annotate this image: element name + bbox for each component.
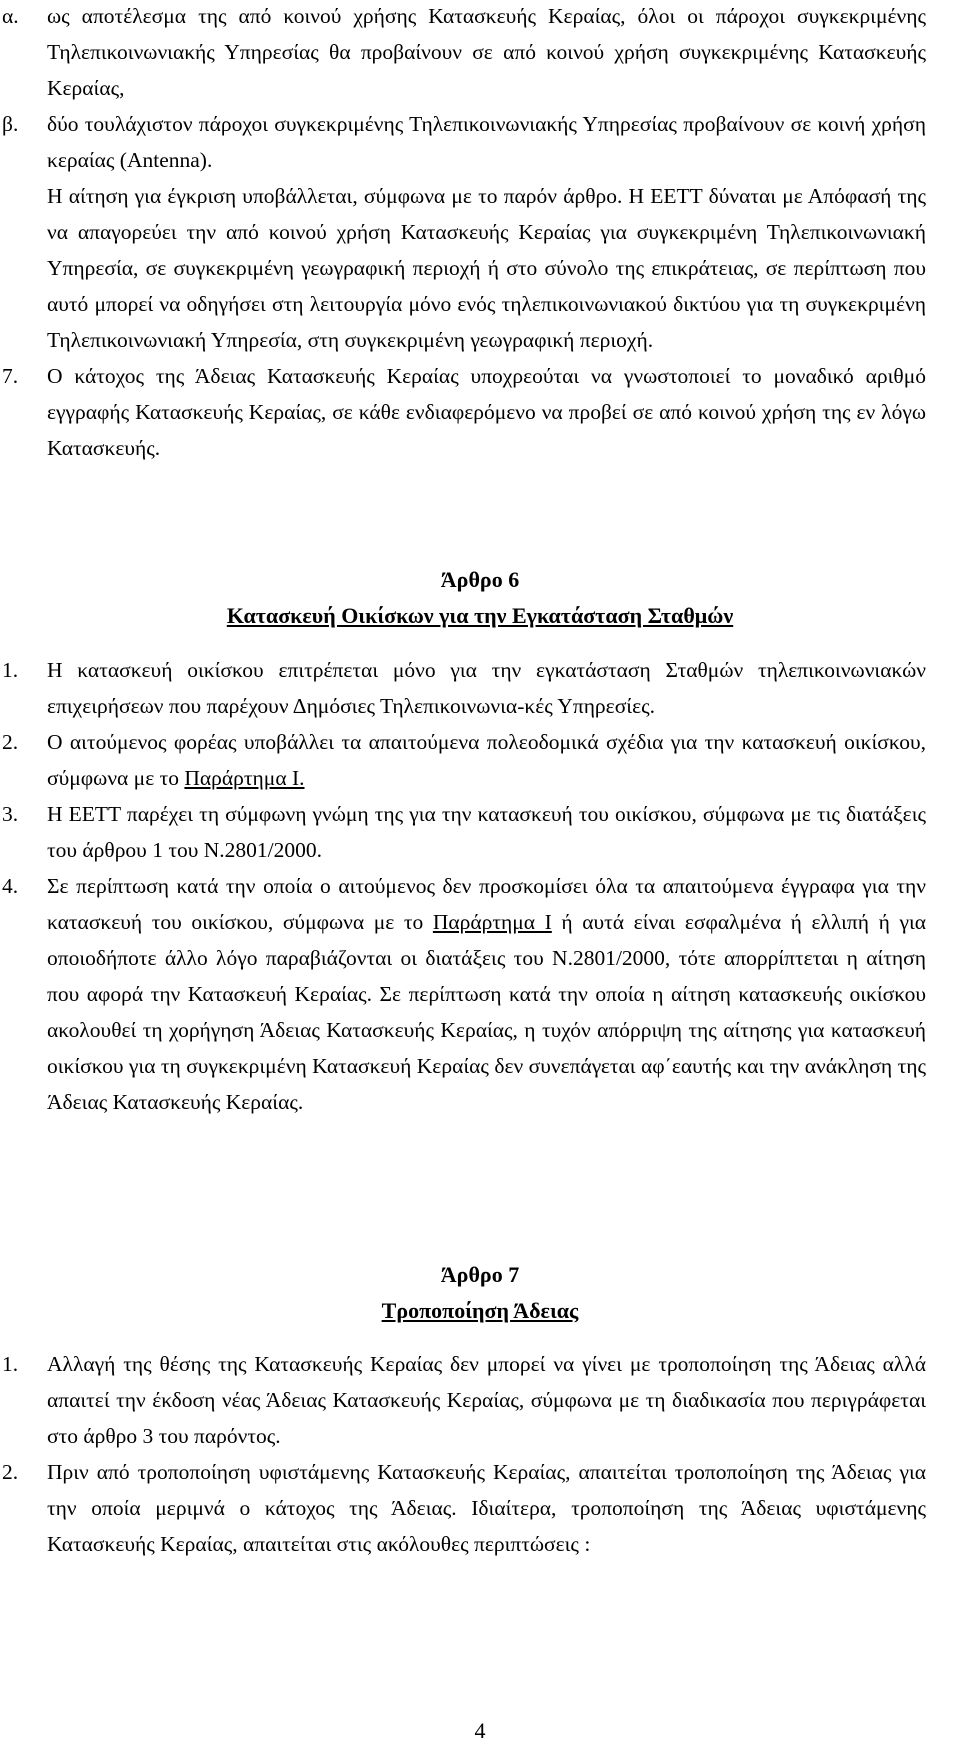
list-marker: 1. — [2, 658, 19, 682]
page-number: 4 — [474, 1718, 486, 1743]
list-item — [2, 652, 926, 724]
top-block — [2, 0, 926, 466]
list-marker: 3. — [2, 802, 19, 826]
list-item-text: ως αποτέλεσμα της από κοινού χρήσης Κατασκευής Κεραίας, όλοι οι πάροχοι συγκεκριμένης Τηλεπικοινωνιακής Υπηρεσίας θα προβαίνουν σε από κοινού χρήση συγκεκριμένης Κατασκευής Κεραίας, — [47, 4, 926, 100]
list-item — [2, 724, 926, 796]
list-item-text: Η κατασκευή οικίσκου επιτρέπεται μόνο για την εγκατάσταση Σταθμών τηλεπικοινωνιακών επιχειρήσεων που παρέχουν Δημόσιες Τηλεπικοινωνια-κές Υπηρεσίες. — [47, 658, 926, 718]
list-marker: 4. — [2, 874, 19, 898]
list-item-beta — [2, 106, 926, 178]
list-marker: 1. — [2, 1352, 19, 1376]
list-marker: 2. — [2, 1460, 19, 1484]
article-7-heading — [0, 1257, 960, 1329]
list-item-text-after: ή αυτά είναι εσφαλμένα ή ελλιπή ή για οποιοδήποτε άλλο λόγο παραβιάζονται οι διατάξεις του Ν.2801/2000, τότε απορρίπτεται η αίτηση που αφορά την Κατασκευή Κεραίας. Σε περίπτωση κατά την οποία η αίτηση κατασκευής οικίσκου ακολουθεί τη χορήγηση Άδειας Κατασκευής Κεραίας, η τυχόν απόρριψη της αίτησης για κατασκευή οικίσκου για τη συγκεκριμένη Κατασκευή Κεραίας δεν συνεπάγεται αφ΄εαυτής και την ανάκληση της Άδειας Κατασκευής Κεραίας. — [47, 910, 926, 1114]
list-item-text: δύο τουλάχιστον πάροχοι συγκεκριμένης Τηλεπικοινωνιακής Υπηρεσίας προβαίνουν σε κοινή χρήση κεραίας (Antenna). — [47, 112, 926, 172]
article-6-number: Άρθρο 6 — [440, 567, 520, 592]
article-7-title: Τροποποίηση Άδειας — [381, 1298, 579, 1323]
list-item-text: Η ΕΕΤΤ παρέχει τη σύμφωνη γνώμη της για την κατασκευή του οικίσκου, σύμφωνα με τις διατάξεις του άρθρου 1 του Ν.2801/2000. — [47, 802, 926, 862]
annex-reference-link: Παράρτημα Ι. — [184, 766, 305, 790]
list-item-text: Αλλαγή της θέσης της Κατασκευής Κεραίας δεν μπορεί να γίνει με τροποποίηση της Άδειας αλλά απαιτεί την έκδοση νέας Άδειας Κατασκευής Κεραίας, σύμφωνα με τη διαδικασία που περιγράφεται στο άρθρο 3 του παρόντος. — [47, 1352, 926, 1448]
list-item — [2, 1454, 926, 1562]
list-item — [2, 796, 926, 868]
paragraph-continuation: Η αίτηση για έγκριση υποβάλλεται, σύμφωνα με το παρόν άρθρο. Η ΕΕΤΤ δύναται με Απόφασή της να απαγορεύει την από κοινού χρήση Κατασκευής Κεραίας για συγκεκριμένη Τηλεπικοινωνιακή Υπηρεσία, σε συγκεκριμένη γεωγραφική περιοχή ή στο σύνολο της επικράτειας, σε περίπτωση που αυτό μπορεί να οδηγήσει στη λειτουργία μόνο ενός τηλεπικοινωνιακού δικτύου για τη συγκεκριμένη Τηλεπικοινωνιακή Υπηρεσία, στη συγκεκριμένη γεωγραφική περιοχή. — [47, 184, 926, 352]
list-marker: β. — [2, 112, 19, 136]
list-item — [2, 1346, 926, 1454]
list-item-text: Ο αιτούμενος φορέας υποβάλλει τα απαιτούμενα πολεοδομικά σχέδια για την κατασκευή οικίσκου, σύμφωνα με το — [47, 730, 926, 790]
list-marker: α. — [2, 4, 19, 28]
list-marker: 7. — [2, 364, 19, 388]
list-item-text: Πριν από τροποποίηση υφιστάμενης Κατασκευής Κεραίας, απαιτείται τροποποίηση της Άδειας για την οποία μεριμνά ο κάτοχος της Άδειας. Ιδιαίτερα, τροποποίηση της Άδειας υφιστάμενης Κατασκευής Κεραίας, απαιτείται στις ακόλουθες περιπτώσεις : — [47, 1460, 926, 1556]
list-item — [2, 868, 926, 1120]
list-item-7 — [2, 358, 926, 466]
article-6-title: Κατασκευή Οικίσκων για την Εγκατάσταση Σταθμών — [226, 603, 734, 628]
article-6-body — [2, 652, 926, 1120]
list-item-alpha — [2, 0, 926, 106]
list-item-text: Σε περίπτωση κατά την οποία ο αιτούμενος δεν προσκομίσει όλα τα απαιτούμενα έγγραφα για την κατασκευή του οικίσκου, σύμφωνα με το — [47, 874, 926, 934]
article-7-body — [2, 1346, 926, 1562]
article-6-heading — [0, 562, 960, 634]
annex-reference-link: Παράρτημα Ι — [432, 910, 552, 934]
list-marker: 2. — [2, 730, 19, 754]
list-item-text: Ο κάτοχος της Άδειας Κατασκευής Κεραίας υποχρεούται να γνωστοποιεί το μοναδικό αριθμό εγγραφής Κατασκευής Κεραίας, σε κάθε ενδιαφερόμενο να προβεί σε από κοινού χρήση της εν λόγω Κατασκευής. — [47, 364, 926, 460]
article-7-number: Άρθρο 7 — [440, 1262, 520, 1287]
